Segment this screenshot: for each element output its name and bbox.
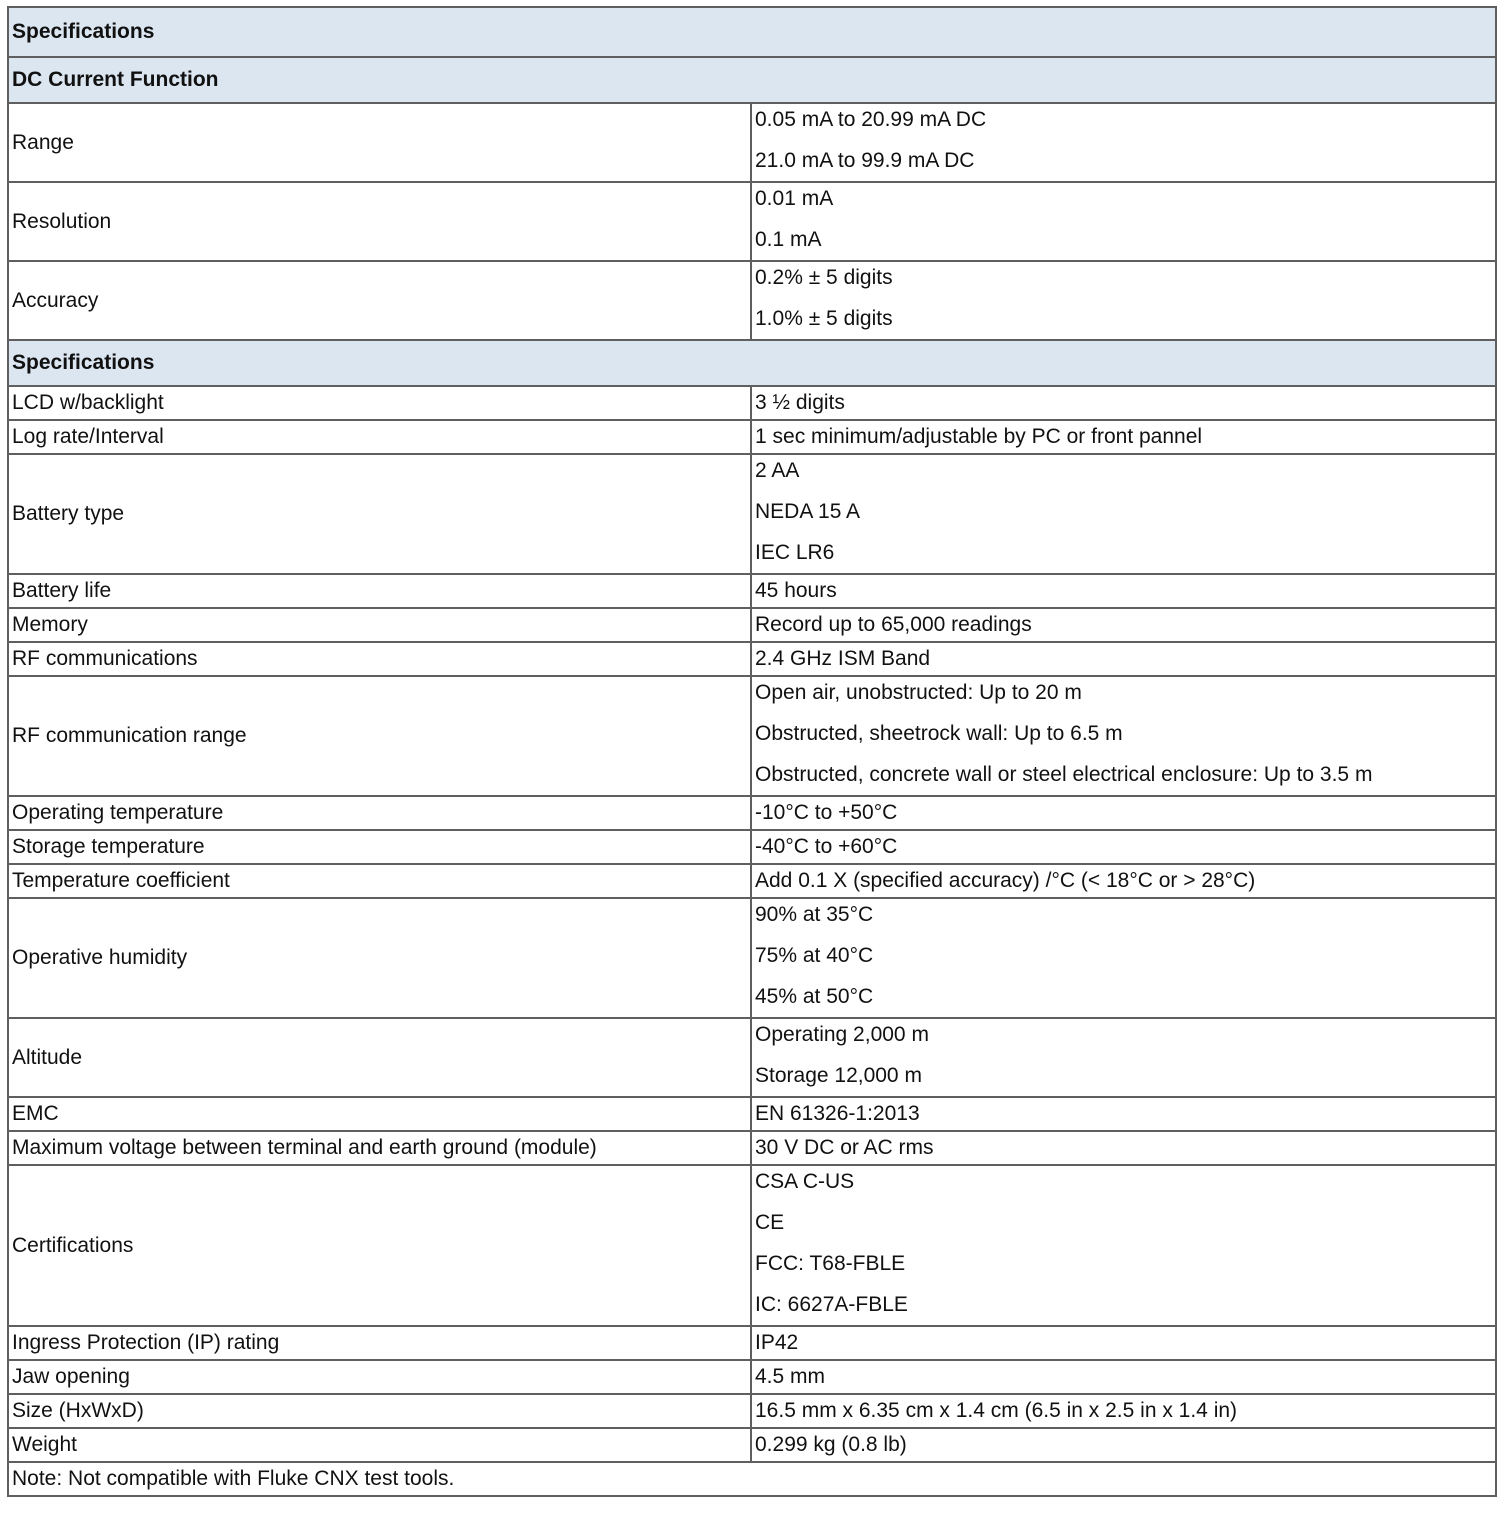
table-header-row [8,7,1496,57]
row-label: Jaw opening [8,1360,751,1394]
row-value [751,103,1496,182]
row-label: Resolution [8,182,751,261]
section-header-row [8,340,1496,386]
note-text: Note: Not compatible with Fluke CNX test tools. [8,1462,1496,1496]
row-label: Operative humidity [8,898,751,1018]
table-row [8,1360,1496,1394]
table-row [8,574,1496,608]
table-row [8,1394,1496,1428]
value-line: 0.1 mA [755,228,822,251]
row-value [751,182,1496,261]
row-value: -40°C to +60°C [751,830,1496,864]
value-line: NEDA 15 A [755,500,861,523]
table-row [8,386,1496,420]
row-value: 30 V DC or AC rms [751,1131,1496,1165]
value-line: Open air, unobstructed: Up to 20 m [755,681,1082,704]
row-label: RF communication range [8,676,751,796]
row-label: Accuracy [8,261,751,340]
row-value: Add 0.1 X (specified accuracy) /°C (< 18°C or > 28°C) [751,864,1496,898]
note-row [8,1462,1496,1496]
header-specifications: Specifications [8,7,1496,57]
row-label: Altitude [8,1018,751,1097]
table-row [8,182,1496,261]
table-row [8,103,1496,182]
value-line: IEC LR6 [755,541,835,564]
row-value: 3 ½ digits [751,386,1496,420]
value-line: 90% at 35°C [755,903,874,926]
row-label: Memory [8,608,751,642]
row-label: Size (HxWxD) [8,1394,751,1428]
table-row [8,1097,1496,1131]
value-line: FCC: T68-FBLE [755,1252,906,1275]
row-value: IP42 [751,1326,1496,1360]
value-line: CE [755,1211,785,1234]
row-value: 2.4 GHz ISM Band [751,642,1496,676]
table-row [8,898,1496,1018]
row-label: Temperature coefficient [8,864,751,898]
value-line: 0.01 mA [755,187,834,210]
table-row [8,796,1496,830]
row-value [751,261,1496,340]
table-row [8,830,1496,864]
row-value: 1 sec minimum/adjustable by PC or front pannel [751,420,1496,454]
row-label: RF communications [8,642,751,676]
value-line: Operating 2,000 m [755,1023,929,1046]
table-row [8,420,1496,454]
table-row [8,1428,1496,1462]
row-label: Operating temperature [8,796,751,830]
row-value: EN 61326-1:2013 [751,1097,1496,1131]
table-row [8,1326,1496,1360]
row-label: LCD w/backlight [8,386,751,420]
table-row [8,864,1496,898]
row-value: 0.299 kg (0.8 lb) [751,1428,1496,1462]
table-row [8,454,1496,574]
row-label: Maximum voltage between terminal and earth ground (module) [8,1131,751,1165]
row-value [751,676,1496,796]
specifications-table [7,6,1497,1497]
row-label: Storage temperature [8,830,751,864]
table-row [8,676,1496,796]
value-line: 0.2% ± 5 digits [755,266,893,289]
row-value [751,898,1496,1018]
value-line: Obstructed, concrete wall or steel electrical enclosure: Up to 3.5 m [755,763,1373,786]
row-value [751,1018,1496,1097]
row-value: -10°C to +50°C [751,796,1496,830]
section-header-row [8,57,1496,103]
value-line: 1.0% ± 5 digits [755,307,893,330]
row-label: Certifications [8,1165,751,1326]
row-label: Ingress Protection (IP) rating [8,1326,751,1360]
table-row [8,261,1496,340]
table-row [8,1165,1496,1326]
row-label: Battery life [8,574,751,608]
row-value: 4.5 mm [751,1360,1496,1394]
table-row [8,642,1496,676]
value-line: 21.0 mA to 99.9 mA DC [755,149,975,172]
value-line: 0.05 mA to 20.99 mA DC [755,108,987,131]
row-value [751,1165,1496,1326]
row-value [751,454,1496,574]
row-label: Weight [8,1428,751,1462]
header-specifications-2: Specifications [8,340,1496,386]
row-label: Log rate/Interval [8,420,751,454]
row-value: Record up to 65,000 readings [751,608,1496,642]
row-label: Battery type [8,454,751,574]
value-line: 75% at 40°C [755,944,874,967]
row-value: 16.5 mm x 6.35 cm x 1.4 cm (6.5 in x 2.5 in x 1.4 in) [751,1394,1496,1428]
value-line: Storage 12,000 m [755,1064,922,1087]
row-value: 45 hours [751,574,1496,608]
section-dc-current-function: DC Current Function [8,57,1496,103]
table-row [8,1131,1496,1165]
row-label: EMC [8,1097,751,1131]
value-line: CSA C-US [755,1170,855,1193]
value-line: 45% at 50°C [755,985,874,1008]
table-row [8,608,1496,642]
table-row [8,1018,1496,1097]
value-line: Obstructed, sheetrock wall: Up to 6.5 m [755,722,1123,745]
value-line: 2 AA [755,459,800,482]
value-line: IC: 6627A-FBLE [755,1293,908,1316]
row-label: Range [8,103,751,182]
